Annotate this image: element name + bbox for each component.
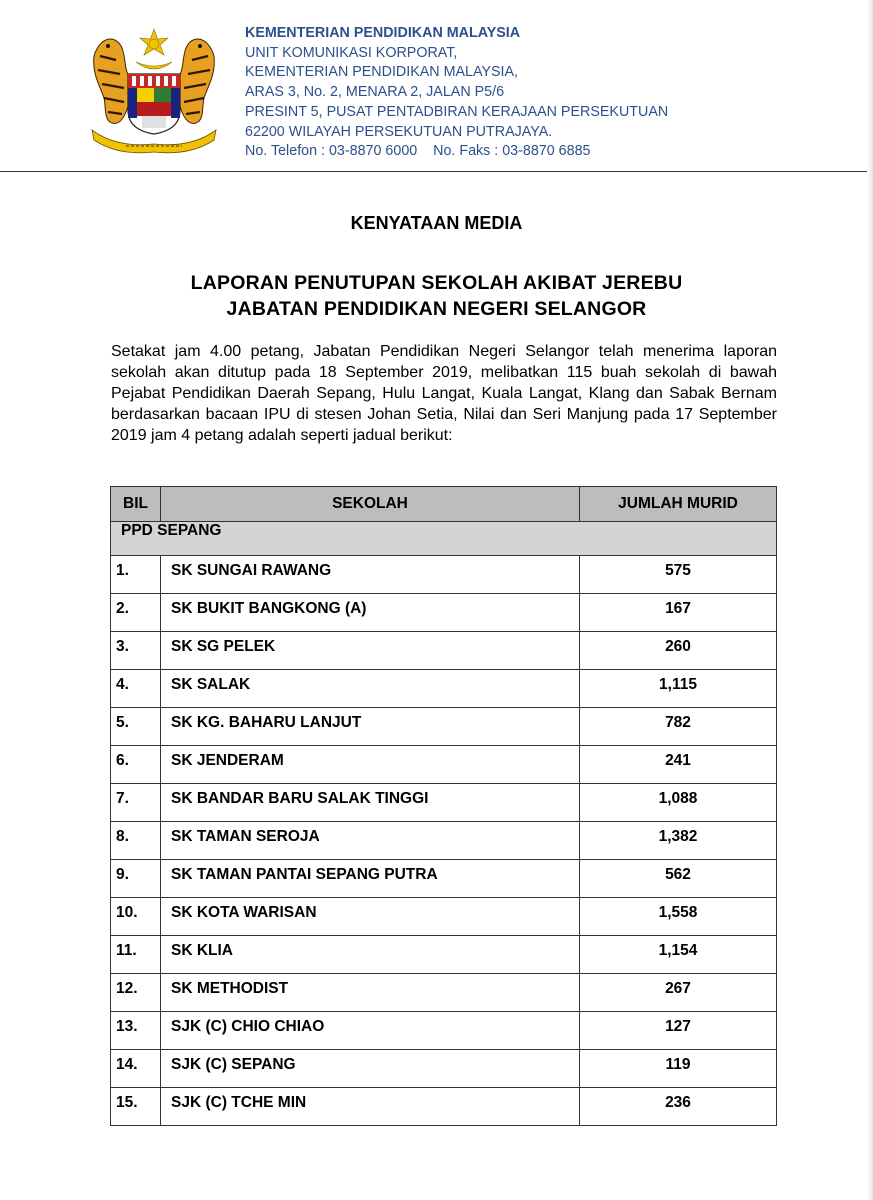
cell-bil: 4. bbox=[111, 670, 161, 708]
cell-jumlah: 119 bbox=[580, 1050, 777, 1088]
table-row bbox=[111, 670, 777, 708]
cell-jumlah: 562 bbox=[580, 860, 777, 898]
table-row bbox=[111, 708, 777, 746]
table-row bbox=[111, 746, 777, 784]
document-title bbox=[0, 270, 873, 322]
table-row bbox=[111, 860, 777, 898]
cell-jumlah: 236 bbox=[580, 1088, 777, 1126]
cell-bil: 7. bbox=[111, 784, 161, 822]
cell-bil: 9. bbox=[111, 860, 161, 898]
cell-sekolah: SK TAMAN PANTAI SEPANG PUTRA bbox=[161, 860, 580, 898]
cell-bil: 11. bbox=[111, 936, 161, 974]
table-row bbox=[111, 556, 777, 594]
table-row bbox=[111, 594, 777, 632]
cell-jumlah: 1,115 bbox=[580, 670, 777, 708]
document-label: KENYATAAN MEDIA bbox=[350, 213, 523, 233]
title-line: LAPORAN PENUTUPAN SEKOLAH AKIBAT JEREBU bbox=[190, 272, 683, 294]
table-row bbox=[111, 1012, 777, 1050]
cell-bil: 14. bbox=[111, 1050, 161, 1088]
cell-bil: 5. bbox=[111, 708, 161, 746]
cell-jumlah: 267 bbox=[580, 974, 777, 1012]
cell-sekolah: SJK (C) TCHE MIN bbox=[161, 1088, 580, 1126]
address-line: PRESINT 5, PUSAT PENTADBIRAN KERAJAAN PERSEKUTUAN bbox=[245, 103, 669, 120]
intro-paragraph: Setakat jam 4.00 petang, Jabatan Pendidikan Negeri Selangor telah menerima laporan sekolah akan ditutup pada 18 September 2019, melibatkan 115 buah sekolah di bawah Pejabat Pendidikan Daerah Sepang, Hulu Langat, Kuala Langat, Klang dan Sabak Bernam berdasarkan bacaan IPU di stesen Johan Setia, Nilai dan Seri Manjung pada 17 September 2019 jam 4 petang adalah seperti jadual berikut: bbox=[111, 343, 777, 444]
group-label: PPD SEPANG bbox=[111, 522, 777, 556]
contact-line: No. Telefon : 03-8870 6000 No. Faks : 03-8870 6885 bbox=[245, 143, 591, 160]
header-bil: BIL bbox=[111, 487, 161, 522]
table-row bbox=[111, 898, 777, 936]
cell-sekolah: SK BUKIT BANGKONG (A) bbox=[161, 594, 580, 632]
cell-sekolah: SK SG PELEK bbox=[161, 632, 580, 670]
cell-bil: 15. bbox=[111, 1088, 161, 1126]
cell-jumlah: 1,154 bbox=[580, 936, 777, 974]
cell-bil: 1. bbox=[111, 556, 161, 594]
cell-bil: 2. bbox=[111, 594, 161, 632]
table-row bbox=[111, 632, 777, 670]
cell-jumlah: 575 bbox=[580, 556, 777, 594]
table-row bbox=[111, 936, 777, 974]
table-row bbox=[111, 822, 777, 860]
header-jumlah: JUMLAH MURID bbox=[580, 487, 777, 522]
cell-sekolah: SK KLIA bbox=[161, 936, 580, 974]
cell-jumlah: 241 bbox=[580, 746, 777, 784]
table-row bbox=[111, 1088, 777, 1126]
cell-bil: 12. bbox=[111, 974, 161, 1012]
table-row bbox=[111, 1050, 777, 1088]
cell-bil: 10. bbox=[111, 898, 161, 936]
cell-jumlah: 1,088 bbox=[580, 784, 777, 822]
letterhead-divider bbox=[0, 171, 873, 172]
cell-bil: 8. bbox=[111, 822, 161, 860]
page-edge bbox=[867, 0, 873, 1200]
cell-jumlah: 1,558 bbox=[580, 898, 777, 936]
cell-sekolah: SK SUNGAI RAWANG bbox=[161, 556, 580, 594]
school-closure-table bbox=[110, 486, 777, 1126]
cell-sekolah: SK TAMAN SEROJA bbox=[161, 822, 580, 860]
cell-jumlah: 167 bbox=[580, 594, 777, 632]
address-line: ARAS 3, No. 2, MENARA 2, JALAN P5/6 bbox=[245, 84, 505, 101]
address-line: 62200 WILAYAH PERSEKUTUAN PUTRAJAYA. bbox=[245, 123, 553, 140]
table-header-row bbox=[111, 487, 777, 522]
address-line: KEMENTERIAN PENDIDIKAN MALAYSIA, bbox=[245, 64, 519, 81]
cell-jumlah: 782 bbox=[580, 708, 777, 746]
cell-sekolah: SK KOTA WARISAN bbox=[161, 898, 580, 936]
cell-sekolah: SK SALAK bbox=[161, 670, 580, 708]
cell-bil: 3. bbox=[111, 632, 161, 670]
ministry-name: KEMENTERIAN PENDIDIKAN MALAYSIA bbox=[245, 25, 521, 41]
header-sekolah: SEKOLAH bbox=[161, 487, 580, 522]
cell-sekolah: SK METHODIST bbox=[161, 974, 580, 1012]
cell-jumlah: 127 bbox=[580, 1012, 777, 1050]
cell-sekolah: SK JENDERAM bbox=[161, 746, 580, 784]
address-line: UNIT KOMUNIKASI KORPORAT, bbox=[245, 44, 458, 61]
cell-sekolah: SK KG. BAHARU LANJUT bbox=[161, 708, 580, 746]
cell-sekolah: SK BANDAR BARU SALAK TINGGI bbox=[161, 784, 580, 822]
malaysia-coat-of-arms-icon bbox=[86, 26, 222, 156]
cell-bil: 6. bbox=[111, 746, 161, 784]
title-line: JABATAN PENDIDIKAN NEGERI SELANGOR bbox=[226, 298, 647, 320]
group-row bbox=[111, 522, 777, 556]
table-row bbox=[111, 784, 777, 822]
cell-sekolah: SJK (C) CHIO CHIAO bbox=[161, 1012, 580, 1050]
letterhead-address bbox=[245, 24, 668, 162]
table-row bbox=[111, 974, 777, 1012]
cell-jumlah: 260 bbox=[580, 632, 777, 670]
cell-sekolah: SJK (C) SEPANG bbox=[161, 1050, 580, 1088]
cell-jumlah: 1,382 bbox=[580, 822, 777, 860]
cell-bil: 13. bbox=[111, 1012, 161, 1050]
